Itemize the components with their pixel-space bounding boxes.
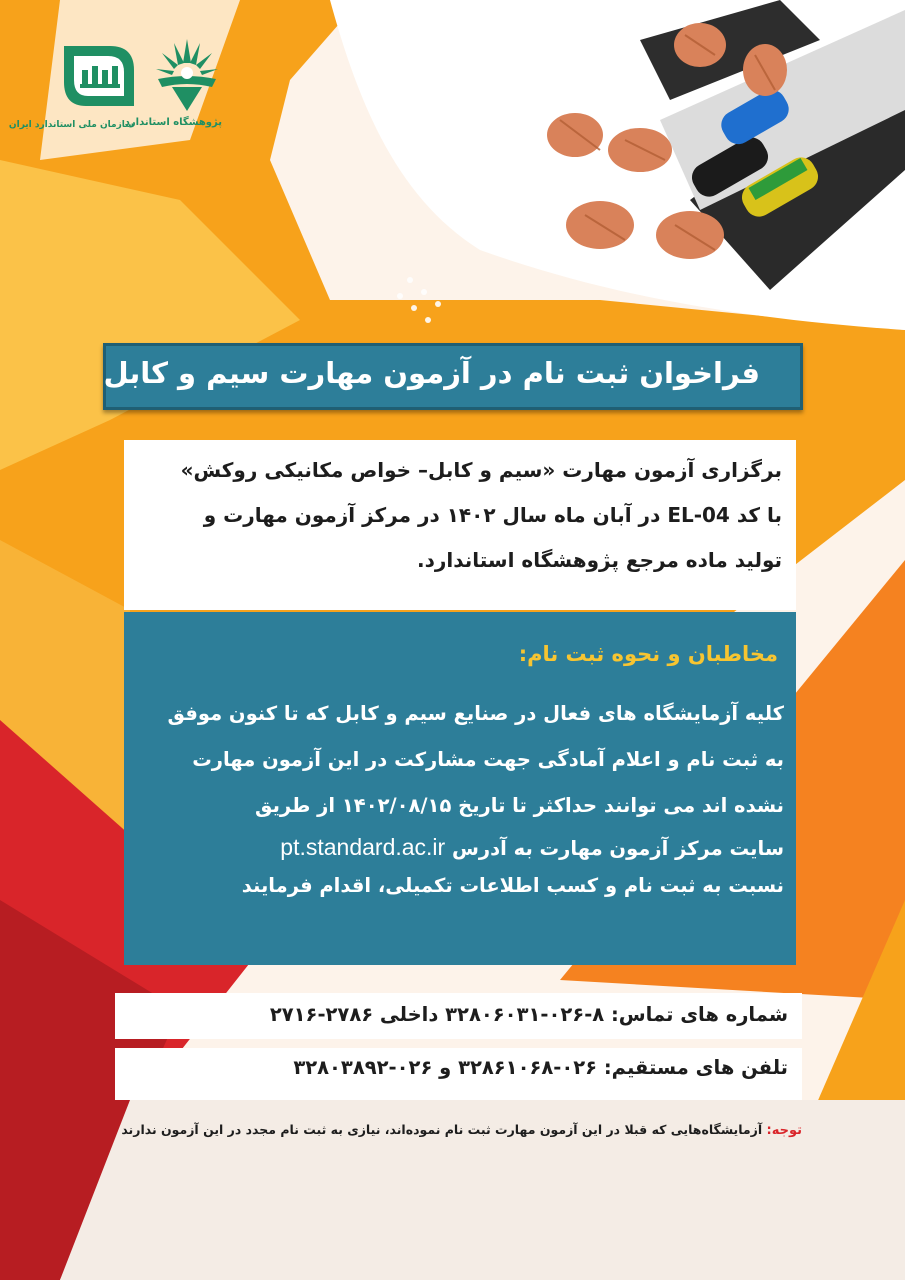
page-title: فراخوان ثبت نام در آزمون مهارت سیم و کابل xyxy=(103,356,760,390)
registration-line-4 xyxy=(280,834,784,861)
pajuheshgah-caption: پژوهشگاه استاندارد xyxy=(124,117,222,128)
registration-heading: مخاطبان و نحوه ثبت نام: xyxy=(518,642,778,666)
note-label: توجه: xyxy=(766,1123,802,1138)
note xyxy=(121,1122,802,1138)
registration-url-link[interactable]: pt.standard.ac.ir xyxy=(280,834,446,860)
registration-line-5: نسبت به ثبت نام و کسب اطلاعات تکمیلی، اقدام فرمایند xyxy=(241,874,784,897)
contact-phones: شماره های تماس: ۸-۰۲۶-۳۲۸۰۶۰۳۱ داخلی ۲۷۸۶-۲۷۱۶ xyxy=(269,1003,788,1026)
isiri-caption: سازمان ملی استاندارد ایران xyxy=(8,120,134,130)
intro-line-3: تولید ماده مرجع پژوهشگاه استاندارد. xyxy=(416,548,782,572)
pajuheshgah-logo xyxy=(124,33,222,133)
registration-line-4-text: سایت مرکز آزمون مهارت به آدرس xyxy=(452,837,784,860)
contact-direct: تلفن های مستقیم: ۰۲۶-۳۲۸۶۱۰۶۸ و ۰۲۶-۳۲۸۰۳۸۹۲ xyxy=(293,1056,788,1079)
registration-line-1: کلیه آزمایشگاه های فعال در صنایع سیم و کابل که تا کنون موفق xyxy=(167,702,784,725)
pajuheshgah-logo-icon xyxy=(152,33,222,115)
isiri-logo-icon xyxy=(58,40,138,112)
intro-line-2: با کد EL-04 در آبان ماه سال ۱۴۰۲ در مرکز آزمون مهارت و xyxy=(203,503,782,527)
isiri-logo xyxy=(8,40,138,140)
registration-line-2: به ثبت نام و اعلام آمادگی جهت مشارکت در این آزمون مهارت xyxy=(192,748,784,771)
intro-box xyxy=(124,440,796,610)
note-text: آزمایشگاه‌هایی که قبلا در این آزمون مهارت ثبت نام نموده‌اند، نیازی به ثبت نام مجدد در این آزمون ندارند xyxy=(121,1122,763,1137)
contact-direct-box xyxy=(115,1048,802,1100)
contact-phones-box xyxy=(115,993,802,1039)
registration-line-3: نشده اند می توانند حداکثر تا تاریخ ۱۴۰۲/۰۸/۱۵ از طریق xyxy=(255,794,784,817)
registration-box xyxy=(124,612,796,965)
intro-line-1: برگزاری آزمون مهارت «سیم و کابل– خواص مکانیکی روکش» xyxy=(180,458,782,482)
title-banner xyxy=(103,343,803,410)
